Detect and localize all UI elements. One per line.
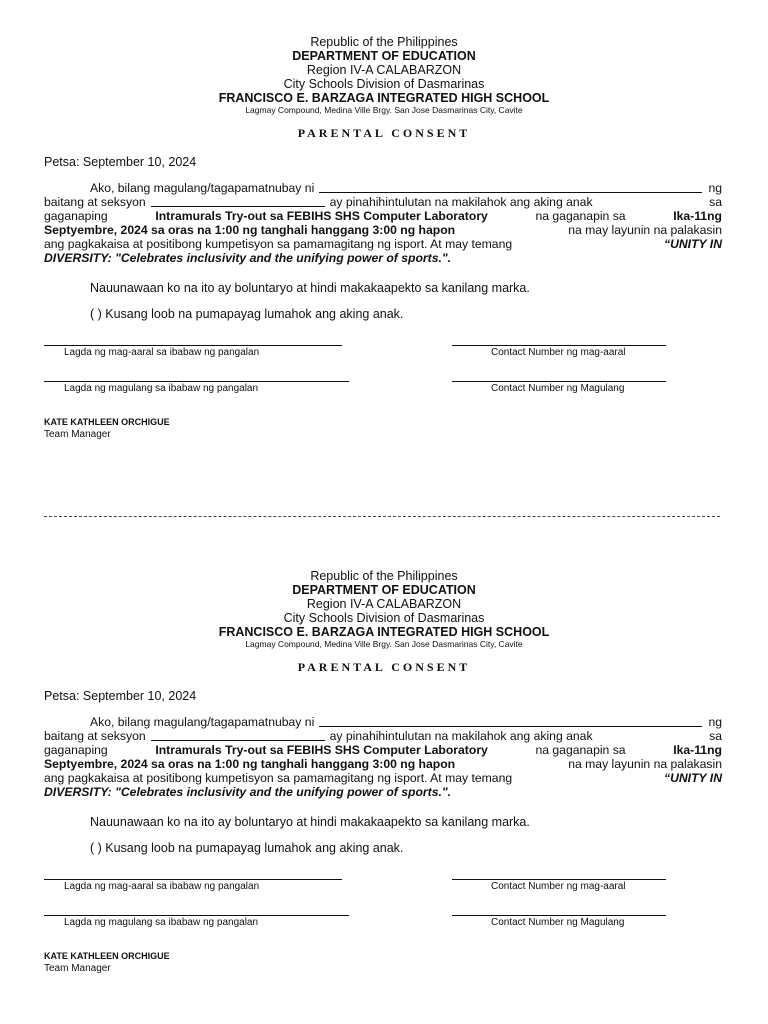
event-day: Ika-11ng xyxy=(673,209,722,223)
student-signature-label: Lagda ng mag-aaral sa ibabaw ng pangalan xyxy=(64,881,260,892)
paragraph-text: baitang at seksyon xyxy=(44,729,146,743)
paragraph-line xyxy=(44,785,722,799)
consent-checkbox[interactable]: ( ) Kusang loob na pumapayag lumahok ang aking anak. xyxy=(90,841,404,855)
header-division: City Schools Division of Dasmarinas xyxy=(283,611,485,625)
consent-paragraph xyxy=(44,715,722,799)
header-division: City Schools Division of Dasmarinas xyxy=(283,77,485,91)
paragraph-text: ng xyxy=(708,715,722,729)
parent-contact-line[interactable] xyxy=(452,381,666,382)
student-signature-line[interactable] xyxy=(44,345,342,346)
paragraph-line xyxy=(44,743,722,757)
consent-checkbox[interactable]: ( ) Kusang loob na pumapayag lumahok ang aking anak. xyxy=(90,307,404,321)
parent-signature-line[interactable] xyxy=(44,915,349,916)
paragraph-line xyxy=(44,181,722,195)
paragraph-line xyxy=(44,729,722,743)
student-signature-line[interactable] xyxy=(44,879,342,880)
paragraph-text: ang pagkakaisa at positibong kumpetisyon sa pamamagitang ng isport. At may temang xyxy=(44,237,513,251)
parent-contact-label: Contact Number ng Magulang xyxy=(491,917,625,928)
header-region: Region IV-A CALABARZON xyxy=(306,597,462,611)
document-date: Petsa: September 10, 2024 xyxy=(44,689,197,703)
parent-signature-label: Lagda ng magulang sa ibabaw ng pangalan xyxy=(64,383,259,394)
header-department: DEPARTMENT OF EDUCATION xyxy=(292,583,476,597)
parent-signature-label: Lagda ng magulang sa ibabaw ng pangalan xyxy=(64,917,259,928)
paragraph-text: baitang at seksyon xyxy=(44,195,146,209)
header-school-name: FRANCISCO E. BARZAGA INTEGRATED HIGH SCHOOL xyxy=(218,625,550,639)
team-manager-name: KATE KATHLEEN ORCHIGUE xyxy=(44,951,170,961)
header-republic: Republic of the Philippines xyxy=(310,35,458,49)
theme-text: DIVERSITY: "Celebrates inclusivity and the unifying power of sports.". xyxy=(44,785,452,799)
student-contact-line[interactable] xyxy=(452,879,666,880)
paragraph-text: na may layunin na palakasin xyxy=(568,223,722,237)
paragraph-line xyxy=(44,757,722,771)
team-manager-role: Team Manager xyxy=(44,429,111,440)
paragraph-text: gaganaping xyxy=(44,743,108,757)
theme-start: “UNITY IN xyxy=(663,771,722,785)
paragraph-text: na may layunin na palakasin xyxy=(568,757,722,771)
paragraph-text: Ako, bilang magulang/tagapamatnubay ni xyxy=(90,715,315,729)
paragraph-line xyxy=(44,209,722,223)
student-contact-line[interactable] xyxy=(452,345,666,346)
student-contact-label: Contact Number ng mag-aaral xyxy=(491,881,626,892)
paragraph-line xyxy=(44,251,722,265)
student-signature-label: Lagda ng mag-aaral sa ibabaw ng pangalan xyxy=(64,347,260,358)
header-department: DEPARTMENT OF EDUCATION xyxy=(292,49,476,63)
header-republic: Republic of the Philippines xyxy=(310,569,458,583)
event-name: Intramurals Try-out sa FEBIHS SHS Computer Laboratory xyxy=(155,209,488,223)
paragraph-text: ay pinahihintulutan na makilahok ang aking anak xyxy=(329,729,593,743)
paragraph-line xyxy=(44,715,722,729)
event-schedule: Septyembre, 2024 sa oras na 1:00 ng tanghali hanggang 3:00 ng hapon xyxy=(44,223,456,237)
header-school-address: Lagmay Compound, Medina Ville Brgy. San Jose Dasmarinas City, Cavite xyxy=(245,639,523,649)
header-region: Region IV-A CALABARZON xyxy=(306,63,462,77)
cut-line-divider xyxy=(44,516,720,517)
paragraph-text: ng xyxy=(708,181,722,195)
parent-signature-line[interactable] xyxy=(44,381,349,382)
team-manager-role: Team Manager xyxy=(44,963,111,974)
team-manager-name: KATE KATHLEEN ORCHIGUE xyxy=(44,417,170,427)
paragraph-text: na gaganapin sa xyxy=(535,209,626,223)
document-title: PARENTAL CONSENT xyxy=(297,126,471,140)
document-title: PARENTAL CONSENT xyxy=(297,660,471,674)
paragraph-text: na gaganapin sa xyxy=(535,743,626,757)
theme-text: DIVERSITY: "Celebrates inclusivity and the unifying power of sports.". xyxy=(44,251,452,265)
child-name-blank[interactable] xyxy=(319,181,702,193)
paragraph-text: sa xyxy=(709,729,722,743)
voluntary-note: Nauunawaan ko na ito ay boluntaryo at hindi makakaapekto sa kanilang marka. xyxy=(90,815,530,829)
parent-contact-line[interactable] xyxy=(452,915,666,916)
paragraph-line xyxy=(44,771,722,785)
paragraph-line xyxy=(44,237,722,251)
event-day: Ika-11ng xyxy=(673,743,722,757)
grade-section-blank[interactable] xyxy=(151,729,325,741)
theme-start: “UNITY IN xyxy=(663,237,722,251)
paragraph-text: ay pinahihintulutan na makilahok ang aking anak xyxy=(329,195,593,209)
event-name: Intramurals Try-out sa FEBIHS SHS Computer Laboratory xyxy=(155,743,488,757)
paragraph-text: ang pagkakaisa at positibong kumpetisyon sa pamamagitang ng isport. At may temang xyxy=(44,771,513,785)
voluntary-note: Nauunawaan ko na ito ay boluntaryo at hindi makakaapekto sa kanilang marka. xyxy=(90,281,530,295)
paragraph-text: gaganaping xyxy=(44,209,108,223)
header-school-name: FRANCISCO E. BARZAGA INTEGRATED HIGH SCHOOL xyxy=(218,91,550,105)
consent-paragraph xyxy=(44,181,722,265)
student-contact-label: Contact Number ng mag-aaral xyxy=(491,347,626,358)
paragraph-text: sa xyxy=(709,195,722,209)
paragraph-text: Ako, bilang magulang/tagapamatnubay ni xyxy=(90,181,315,195)
header-school-address: Lagmay Compound, Medina Ville Brgy. San Jose Dasmarinas City, Cavite xyxy=(245,105,523,115)
event-schedule: Septyembre, 2024 sa oras na 1:00 ng tanghali hanggang 3:00 ng hapon xyxy=(44,757,456,771)
paragraph-line xyxy=(44,223,722,237)
grade-section-blank[interactable] xyxy=(151,195,325,207)
paragraph-line xyxy=(44,195,722,209)
parent-contact-label: Contact Number ng Magulang xyxy=(491,383,625,394)
document-date: Petsa: September 10, 2024 xyxy=(44,155,197,169)
child-name-blank[interactable] xyxy=(319,715,702,727)
